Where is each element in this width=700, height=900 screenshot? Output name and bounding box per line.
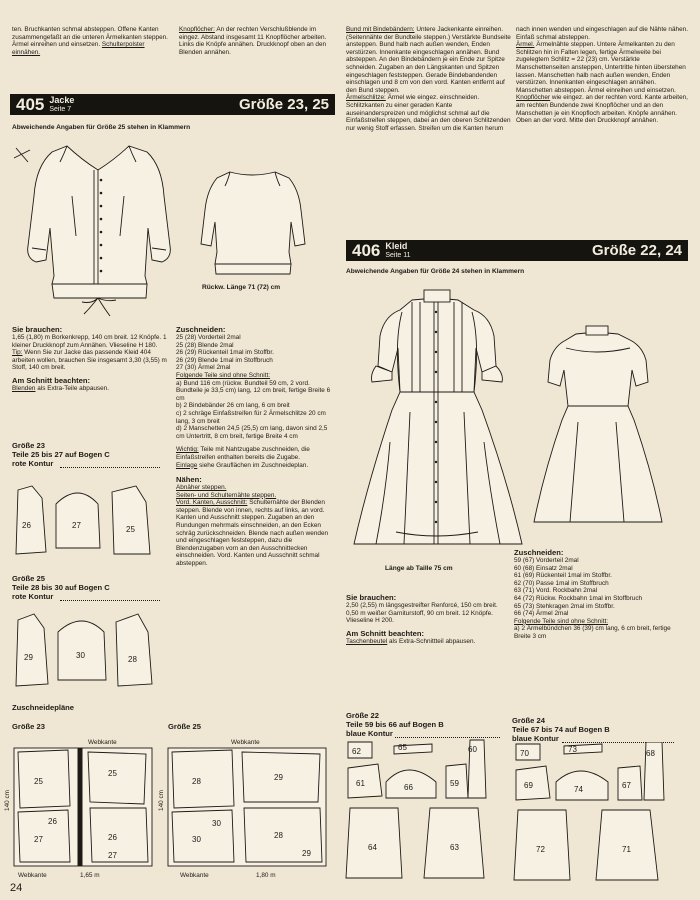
piece-number: 64: [368, 843, 377, 852]
fabric-length-label: 1,65 m: [80, 872, 100, 879]
piece-number: 26: [48, 817, 57, 826]
model-406-title-bar: [346, 240, 688, 261]
cutting-plan-size-23: [8, 746, 156, 870]
size-22-pattern-pieces: [342, 738, 504, 883]
fabric-width-label: 140 cm: [4, 790, 11, 811]
piece-number: 26: [108, 833, 117, 842]
model-page: Seite 7: [49, 105, 72, 113]
model-405-title-bar: [10, 94, 335, 115]
piece-number: 59: [450, 779, 459, 788]
piece-number: 25: [34, 777, 43, 786]
dress-back-illustration: [530, 322, 665, 532]
cutting-plan-b-label: Größe 25: [168, 722, 201, 731]
piece-number: 29: [302, 849, 311, 858]
piece-number: 70: [520, 749, 529, 758]
piece-number: 69: [524, 781, 533, 790]
piece-number: 60: [468, 745, 477, 754]
piece-number: 28: [128, 655, 137, 664]
size-24-pattern-ref: Größe 24 Teile 67 bis 74 auf Bogen B blaue Kontur: [512, 716, 610, 743]
page-number: 24: [10, 882, 23, 894]
buttonhole-text: Knopflöcher: An der rechten Verschlußblende im eingez. Abstand insgesamt 11 Knopflöcher arbeiten. Links die Knöpfe annähen. Druckknopf oben an den Blenden annähen.: [179, 26, 327, 56]
material-needs-406: Sie brauchen: 2,50 (2,55) m längsgestreifter Renforcé, 150 cm breit. 0,50 m weißer Garniturstoff, 90 cm breit. 12 Knöpfe. Vlieseline H 200. Am Schnitt beachten: Taschenbeutel als Extra-Schnittteil abpausen.: [346, 593, 498, 645]
model-size: Größe 23, 25: [238, 96, 329, 113]
piece-number: 27: [108, 851, 117, 860]
piece-number: 66: [404, 783, 413, 792]
piece-number: 30: [212, 819, 221, 828]
selvedge-label: Webkante: [88, 739, 117, 746]
jacket-back-illustration: [195, 166, 310, 281]
piece-number: 65: [398, 743, 407, 752]
size-note: Abweichende Angaben für Größe 25 stehen in Klammern: [12, 124, 191, 131]
piece-number: 25: [126, 525, 135, 534]
size-23-pattern-pieces: [12, 482, 162, 562]
piece-number: 62: [352, 747, 361, 756]
piece-number: 30: [76, 651, 85, 660]
sleeve-text: nach innen wenden und eingeschlagen auf die Nähte nähen. Einfaß schmal absteppen. Ärmel. Ärmelnähte steppen. Untere Ärmelkanten zu den Schlitzen hin in Falten legen, fertige Ärmelweite bei zugelegtem Schlitz = 22 (23) cm. Verstärkte Manschettenseiten ansteppen, Untertritte hinten überstehen lassen. Manschetten halb nach außen wenden, Enden verstürzen. Innenkanten eingeschlagen annähen. Manschetten absteppen. Ärmel einreihen und einsetzen. Knopflöcher wie eingez. an der rechten vord. Kante arbeiten, am rechten Bundende zwei Knopflöcher und an den Manschetten je ein Knopfloch arbeiten. Knöpfe annähen. Oben an der vord. Mitte den Druckknopf annähen.: [516, 26, 688, 125]
fabric-length-label: 1,80 m: [256, 872, 276, 879]
piece-number: 26: [22, 521, 31, 530]
piece-number: 27: [72, 521, 81, 530]
selvedge-label: Webkante: [231, 739, 260, 746]
model-name: Kleid: [385, 240, 408, 251]
selvedge-label: Webkante: [18, 872, 47, 879]
model-number: 406: [352, 240, 381, 260]
dress-front-illustration: [350, 282, 525, 564]
cutting-list-406: Zuschneiden: 59 (67) Vorderteil 2mal 60 (68) Einsatz 2mal 61 (69) Rückenteil 1mal im Stoffbr. 62 (70) Passe 1mal im Stoffbruch 63 (71) Vord. Rockbahn 2mal 64 (72) Rückw. Rockbahn 1mal im Stoffbruch 65 (73) Stehkragen 2mal im Stoffbr. 66 (74) Ärmel 2mal Folgende Teile sind ohne Schnitt: a) 2 Ärmelbündchen 36 (39) cm lang, 6 cm breit, fertige Breite 3 cm: [514, 548, 671, 640]
piece-number: 71: [622, 845, 631, 854]
jacket-front-illustration: [12, 136, 184, 321]
cutting-list-405: Zuschneiden: 25 (28) Vorderteil 2mal 25 (28) Blende 2mal 26 (29) Rückenteil 1mal im Stoffbr. 26 (29) Blende 1mal im Stoffbruch 27 (30) Ärmel 2mal Folgende Teile sind ohne Schnitt: a) Bund 116 cm (rückw. Bundteil 59 cm, 2 vord. Bundteile je 33,5 cm) lang, 12 cm breit, fertige Breite 6 cm b) 2 Bindebänder 26 cm lang, 6 cm breit c) 2 schräge Einfaßstreifen für 2 Ärmelschlitze 20 cm lang, 3 cm breit d) 2 Manschetten 24,5 (25,5) cm lang, davon sind 2,5 cm Untertritt, 8 cm breit, fertige Breite 4 cm Wichtig: Teile mit Nahtzugabe zuschneiden, die Einfaßstreifen enthalten bereits die Zugabe. Einlage siehe Grauflächen im Zuschneideplan. Nähen: Abnäher steppen. Seiten- und Schulternähte steppen. Vord. Kanten, Ausschnitt: Schulternähte der Blenden steppen. Blende von innen, rechts auf links, an vord. Kanten und Ausschnitt steppen. Zugaben an den Rundungen mehrmals einschneiden, an den Ecken schräg zurückschneiden. Blende nach außen wenden und eingeschlagen feststeppen, dazu die Blendenzugaben vorn an den Ausschnittecken einschneiden. Vord. Kanten und Ausschnitt schmal absteppen.: [176, 325, 331, 568]
waistband-text: Bund mit Bindebändern: Untere Jackenkante einreihen. (Seitennähte der Bundteile steppen.) Verstärkte Bundseite ansteppen. Bund halb nach außen wenden, Enden verstürzen. Innenkante eingeschlagen annähen. Bund absteppen. An den Bindebändern je ein Ende zur Spitze schneiden. Zugaben an den Längskanten und Spitzen eingeschlagen feststeppen. Gerade Bindebandenden einschlagen und 8 cm von den vord. Kanten entfernt auf den Bund steppen. Ärmelschlitze: Ärmel wie eingez. einschneiden. Schlitzkanten zu einer geraden Kante auseinanderspreizen und möglichst schmal auf die Einfaßstreifen steppen, dabei an den oberen Schlitzenden nur wenig Stoff erfassen. Streifen um die Kanten herum: [346, 26, 511, 132]
back-length-caption: Rückw. Länge 71 (72) cm: [202, 284, 281, 291]
fabric-width-label: 140 cm: [158, 790, 165, 811]
piece-number: 72: [536, 845, 545, 854]
piece-number: 28: [192, 777, 201, 786]
material-needs-405: Sie brauchen: 1,65 (1,80) m Borkenkrepp, 140 cm breit. 12 Knöpfe. 1 kleiner Druckknopf zum Annähen. Vlieseline H 180. Tip: Wenn Sie zur Jacke das passende Kleid 404 arbeiten wollen, brauchen Sie insgesamt 3,30 (3,55) m Stoff, 140 cm breit. Am Schnitt beachten: Blenden als Extra-Teile abpausen.: [12, 325, 167, 392]
piece-number: 28: [274, 831, 283, 840]
cutting-plan-a-label: Größe 23: [12, 722, 45, 731]
continued-text-left: ten. Bruchkanten schmal absteppen. Offene Kanten zusammengefaßt an die unteren Ärmelkanten steppen. Ärmel einreihen und einsetzen. Schulterpolster einnähen.: [12, 26, 168, 56]
model-name: Jacke: [49, 94, 75, 105]
model-size: Größe 22, 24: [591, 242, 682, 259]
size-25-pattern-pieces: [12, 610, 162, 695]
piece-number: 25: [108, 769, 117, 778]
piece-number: 30: [192, 835, 201, 844]
piece-number: 27: [34, 835, 43, 844]
piece-number: 29: [274, 773, 283, 782]
model-number: 405: [16, 94, 45, 114]
piece-number: 63: [450, 843, 459, 852]
piece-number: 74: [574, 785, 583, 794]
size-25-pattern-ref: Größe 25 Teile 28 bis 30 auf Bogen C rote Kontur: [12, 574, 110, 601]
piece-number: 67: [622, 781, 631, 790]
dress-length-caption: Länge ab Taille 75 cm: [385, 565, 453, 572]
size-22-pattern-ref: Größe 22 Teile 59 bis 66 auf Bogen B blaue Kontur: [346, 711, 444, 738]
piece-number: 61: [356, 779, 365, 788]
piece-number: 29: [24, 653, 33, 662]
piece-number: 68: [646, 749, 655, 758]
size-24-pattern-pieces: [510, 742, 672, 884]
size-note: Abweichende Angaben für Größe 24 stehen in Klammern: [346, 268, 525, 275]
cutting-plan-size-25: [162, 746, 330, 870]
model-page: Seite 11: [385, 251, 411, 259]
piece-number: 73: [568, 745, 577, 754]
size-23-pattern-ref: Größe 23 Teile 25 bis 27 auf Bogen C rote Kontur: [12, 441, 110, 468]
selvedge-label: Webkante: [180, 872, 209, 879]
cutting-plans-heading: Zuschneidepläne: [12, 703, 75, 712]
